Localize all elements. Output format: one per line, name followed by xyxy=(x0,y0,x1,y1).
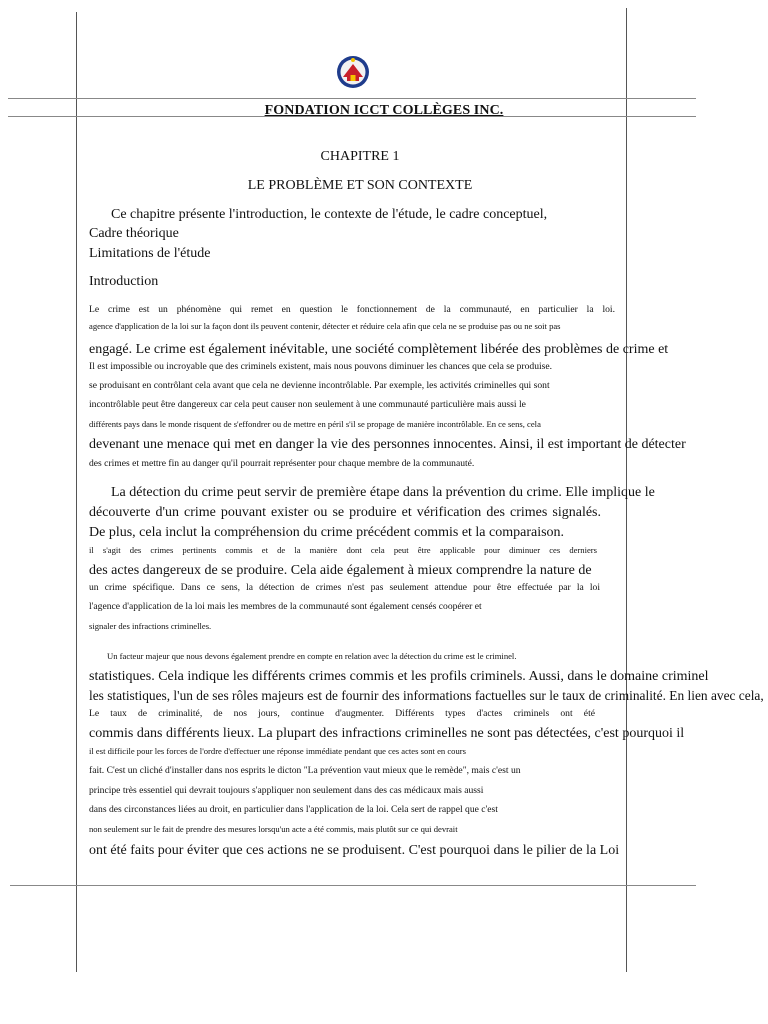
p2-line-4: il s'agit des crimes pertinents commis et de la manière dont cela peut être applicable pour diminuer ces derniers xyxy=(89,545,597,555)
p1-line-4: Il est impossible ou incroyable que des criminels existent, mais nous pouvons diminuer les chances que cela se produise. xyxy=(89,361,553,372)
p3-line-4: Le taux de criminalité, de nos jours, continue d'augmenter. Différents types d'actes criminels ont été xyxy=(89,708,595,719)
p2-line-5: des actes dangereux de se produire. Cela aide également à mieux comprendre la nature de xyxy=(89,563,592,578)
intro-line-3: Limitations de l'étude xyxy=(89,246,211,261)
p3-line-9: dans des circonstances liées au droit, en particulier dans l'application de la loi. Cela sert de rappel que c'est xyxy=(89,804,498,815)
p3-line-11: ont été faits pour éviter que ces actions ne se produisent. C'est pourquoi dans le pilier de la Loi xyxy=(89,843,620,858)
organization-header: FONDATION ICCT COLLÈGES INC. xyxy=(264,103,504,118)
p1-line-8: devenant une menace qui met en danger la vie des personnes innocentes. Ainsi, il est important de détecter xyxy=(89,437,686,452)
chapter-number: CHAPITRE 1 xyxy=(320,149,400,164)
p1-line-7: différents pays dans le monde risquent de s'effondrer ou de mettre en péril s'il se propage de manière incontrôlable. En ce sens, cela xyxy=(89,419,541,429)
p1-line-3: engagé. Le crime est également inévitable, une société complètement libérée des problèmes de crime et xyxy=(89,342,669,357)
p3-line-6: il est difficile pour les forces de l'ordre d'effectuer une réponse immédiate pendant que ces actes sont en cours xyxy=(89,746,466,756)
p1-line-5: se produisant en contrôlant cela avant que cela ne devienne incontrôlable. Par exemple, les activités criminelles qui sont xyxy=(89,380,550,391)
bottom-rule xyxy=(10,885,696,886)
p2-line-2: découverte d'un crime pouvant exister ou se produire et vérification des crimes signalés. xyxy=(89,505,601,520)
p3-line-10: non seulement sur le fait de prendre des mesures lorsqu'un acte a été commis, mais plutôt sur ce qui devrait xyxy=(89,824,458,834)
p3-line-1: Un facteur majeur que nous devons également prendre en compte en relation avec la détection du crime est le criminel. xyxy=(107,651,517,661)
section-heading-introduction: Introduction xyxy=(89,274,159,289)
p3-line-3: les statistiques, l'un de ses rôles majeurs est de fournir des informations factuelles sur le taux de criminalité. En lien avec cela, xyxy=(89,688,764,703)
intro-line-2: Cadre théorique xyxy=(89,226,179,241)
p1-line-6: incontrôlable peut être dangereux car cela peut causer non seulement à une communauté particulière mais aussi le xyxy=(89,399,526,410)
top-rule-1 xyxy=(8,98,696,99)
p2-line-3: De plus, cela inclut la compréhension du crime précédent commis et la comparaison. xyxy=(89,525,565,540)
p2-line-1: La détection du crime peut servir de première étape dans la prévention du crime. Elle implique le xyxy=(111,485,655,500)
p3-line-5: commis dans différents lieux. La plupart des infractions criminelles ne sont pas détectées, c'est pourquoi il xyxy=(89,726,685,741)
p3-line-7: fait. C'est un cliché d'installer dans nos esprits le dicton "La prévention vaut mieux que le remède", mais c'est un xyxy=(89,765,521,776)
chapter-title: LE PROBLÈME ET SON CONTEXTE xyxy=(247,178,473,193)
p2-line-6: un crime spécifique. Dans ce sens, la détection de crimes n'est pas seulement attendue pour être effectuée par la loi xyxy=(89,582,600,593)
p2-line-7: l'agence d'application de la loi mais les membres de la communauté sont également censés coopérer et xyxy=(89,601,482,612)
p1-line-1: Le crime est un phénomène qui remet en question le fonctionnement de la communauté, en particulier la loi. xyxy=(89,304,615,315)
p3-line-2: statistiques. Cela indique les différents crimes commis et les profils criminels. Aussi, dans le domaine criminel xyxy=(89,669,709,684)
school-seal-logo xyxy=(334,55,372,89)
p3-line-8: principe très essentiel qui devrait toujours s'appliquer non seulement dans des cas médicaux mais aussi xyxy=(89,785,484,796)
p1-line-9: des crimes et mettre fin au danger qu'il pourrait représenter pour chaque membre de la communauté. xyxy=(89,458,475,469)
p1-line-2: agence d'application de la loi sur la façon dont ils peuvent contenir, détecter et réduire cela afin que cela ne se produise pas ou ne soit pas xyxy=(89,321,561,331)
p2-line-8: signaler des infractions criminelles. xyxy=(89,621,212,631)
intro-line-1: Ce chapitre présente l'introduction, le contexte de l'étude, le cadre conceptuel, xyxy=(111,207,548,222)
